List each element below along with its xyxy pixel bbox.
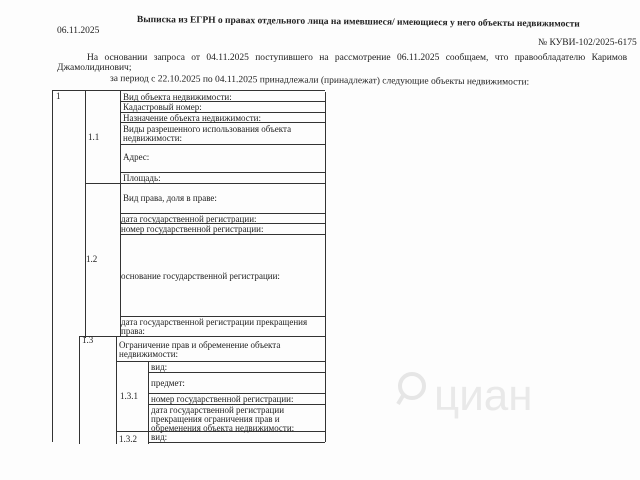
subsection-number: 1.2 [86, 254, 98, 264]
row-line [148, 442, 325, 443]
subsection-number: 1.3.1 [120, 391, 138, 401]
row-purpose: Назначение объекта недвижимости: [123, 113, 261, 123]
row-line [116, 361, 325, 362]
row-line [85, 183, 325, 184]
row-reg-basis: основание государственной регистрации: [121, 271, 280, 281]
row-cadastral-number: Кадастровый номер: [123, 102, 202, 112]
row-permitted-use-cont: недвижимости: [123, 133, 183, 143]
row-termination-date: дата государственной регистрации прекращения [121, 317, 308, 327]
row-restriction: Ограничение прав и обременение объекта [119, 340, 281, 350]
document-date: 06.11.2025 [57, 26, 100, 36]
cian-watermark-icon [392, 364, 572, 424]
row-line [148, 372, 325, 373]
row-restriction-termination-cont2: обременения объекта недвижимости: [151, 423, 295, 433]
table-col-divider-1b [79, 336, 80, 444]
watermark-text: циан [434, 371, 533, 420]
row-kind-2: вид: [151, 432, 168, 442]
document-title: Выписка из ЕГРН о правах отдельного лица на имевшиеся/ имеющиеся у него объекты недвижимости [136, 15, 580, 30]
registration-number: № КУВИ-102/2025-6175 [538, 38, 637, 48]
row-restriction-cont: недвижимости: [119, 349, 179, 359]
table-col-divider-1 [85, 90, 86, 338]
row-restriction-termination: дата государственной регистрации [151, 405, 285, 415]
intro-paragraph-line1: На основании запроса от 04.11.2025 поступившего на рассмотрение 06.11.2025 сообщаем, что правообладателю Каримов [87, 53, 628, 63]
row-restriction-reg-number: номер государственной регистрации: [151, 394, 294, 404]
section-number: 1 [56, 91, 61, 101]
subsection-number: 1.3 [82, 335, 94, 345]
row-line [120, 144, 325, 145]
row-termination-date-cont: права: [121, 326, 145, 336]
intro-paragraph-line3: за период с 22.10.2025 по 04.11.2025 принадлежали (принадлежат) следующие объекты недвижимости: [109, 74, 530, 88]
row-object-type: Вид объекта недвижимости: [123, 92, 232, 102]
table-border-left [52, 90, 53, 442]
row-kind: вид: [151, 362, 168, 372]
row-line [79, 336, 325, 337]
table-col-divider-values [325, 92, 326, 442]
row-line [120, 234, 325, 235]
row-right-type: Вид права, доля в праве: [123, 193, 217, 203]
subsection-number: 1.1 [88, 132, 100, 142]
row-reg-number: номер государственной регистрации: [121, 224, 264, 234]
row-permitted-use: Виды разрешенного использования объекта [123, 124, 292, 134]
row-reg-date: дата государственной регистрации: [121, 214, 257, 224]
row-address: Адрес: [123, 152, 150, 162]
row-subject: предмет: [151, 378, 185, 388]
table-border-top [52, 90, 325, 91]
intro-paragraph-line2: Джамолидинович; [57, 63, 132, 73]
row-restriction-termination-cont: прекращения ограничения прав и [151, 414, 280, 424]
row-area: Площадь: [123, 173, 161, 183]
table-col-divider-2b [116, 336, 117, 444]
subsection-number: 1.3.2 [119, 434, 137, 444]
